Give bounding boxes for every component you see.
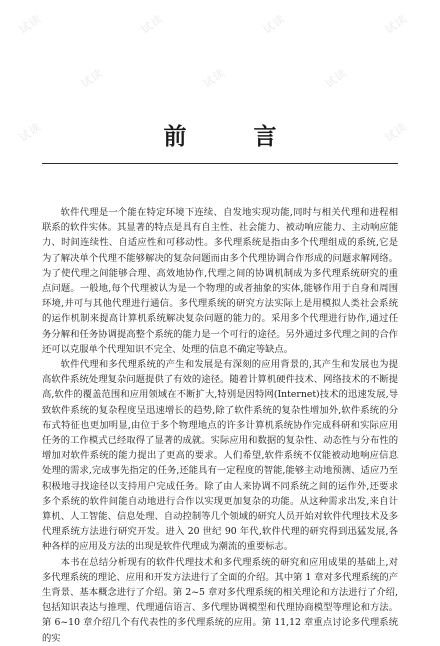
watermark-text: 试读 [382, 120, 410, 145]
paragraph: 本书在总结分析现有的软件代理技术和多代理系统的研究和应用成果的基础上,对多代理系统的理论、应用和开发方法进行了全面的介绍。其中第 1 章对多代理系统的产生背景、基本概念进行了介绍。第 2~5 章对多代理系统的相关理论和方法进行了介绍,包括知识表达与推理、代理通信语言、多代理协调模型和代理协商模型等理论和方法。第 6~10 章介绍几个有代表性的多代理系统的应用。第 11,12 章重点讨论多代理系统的实 [42, 556, 398, 644]
page-title: 前 言 [163, 124, 299, 150]
body-text [42, 205, 398, 646]
watermark-text: 试读 [260, 12, 288, 37]
paragraph: 软件代理和多代理系统的产生和发展是有深刻的应用背景的,其产生和发展也为提高软件系统处理复杂问题提供了有效的途径。随着计算机硬件技术、网络技术的不断提高,软件的覆盖范围和应用领域在不断扩大,特别是因特网(Internet)技术的迅速发展,导致软件系统的复杂程度呈迅速增长的趋势,除了软件系统的复杂性增加外,软件系统的分布式特征也更加明显,由位于多个物理地点的许多计算机系统协作完成科研和实际应用任务的工作模式已经取得了显著的成就。实际应用和数据的复杂性、动态性与分布性的增加对软件系统的能力提出了更高的要求。人们希望,软件系统不仅能被动地响应信息处理的需求,完成事先指定的任务,还能具有一定程度的智能,能够主动地预测、适应乃至积极地寻找途径以支持用户完成任务。除了由人来协调不同系统之间的运作外,还要求多个系统的软件间能自动地进行合作以实现更加复杂的功能。从这种需求出发,来自计算机、人工智能、信息处理、自动控制等几个领域的研究人员开始对软件代理技术及多代理系统方法进行研究开发。进入 20 世纪 90 年代,软件代理的研究得到迅猛发展,各种各样的应用及方法的出现是软件代理成为潮流的重要标志。 [42, 359, 398, 553]
paragraph: 软件代理是一个能在特定环境下连续、自发地实现功能,同时与相关代理和进程相联系的软件实体。其显著的特点是具有自主性、社会能力、被动响应能力、主动响应能力、时间连续性、自适应性和可移动性。多代理系统是指由多个代理组成的系统,它是为了解决单个代理不能够解决的复杂问题而由多个代理协调合作形成的问题求解网络。为了使代理之间能够合理、高效地协作,代理之间的协调机制成为多代理系统研究的重点问题。一般地,每个代理被认为是一个物理的或者抽象的实体,能够作用于自身和周围环境,并可与其他代理进行通信。多代理系统的研究方法实际上是用模拟人类社会系统的运作机制来提高计算机系统解决复杂问题的能力的。采用多个代理进行协作,通过任务分解和任务协调提高整个系统的能力是一个可行的途径。另外通过多代理之间的合作还可以克服单个代理知识不完全、处理的信息不确定等缺点。 [42, 207, 398, 355]
page-title-box [0, 118, 440, 151]
watermark-text: 试读 [200, 66, 228, 91]
watermark-text: 试读 [78, 66, 106, 91]
watermark-text: 试读 [382, 12, 410, 37]
watermark-text: 试读 [322, 66, 350, 91]
watermark-text: 试读 [138, 12, 166, 37]
title-underline [42, 163, 398, 164]
watermark-text: 试读 [16, 12, 44, 37]
watermark-text: 试读 [16, 120, 44, 145]
